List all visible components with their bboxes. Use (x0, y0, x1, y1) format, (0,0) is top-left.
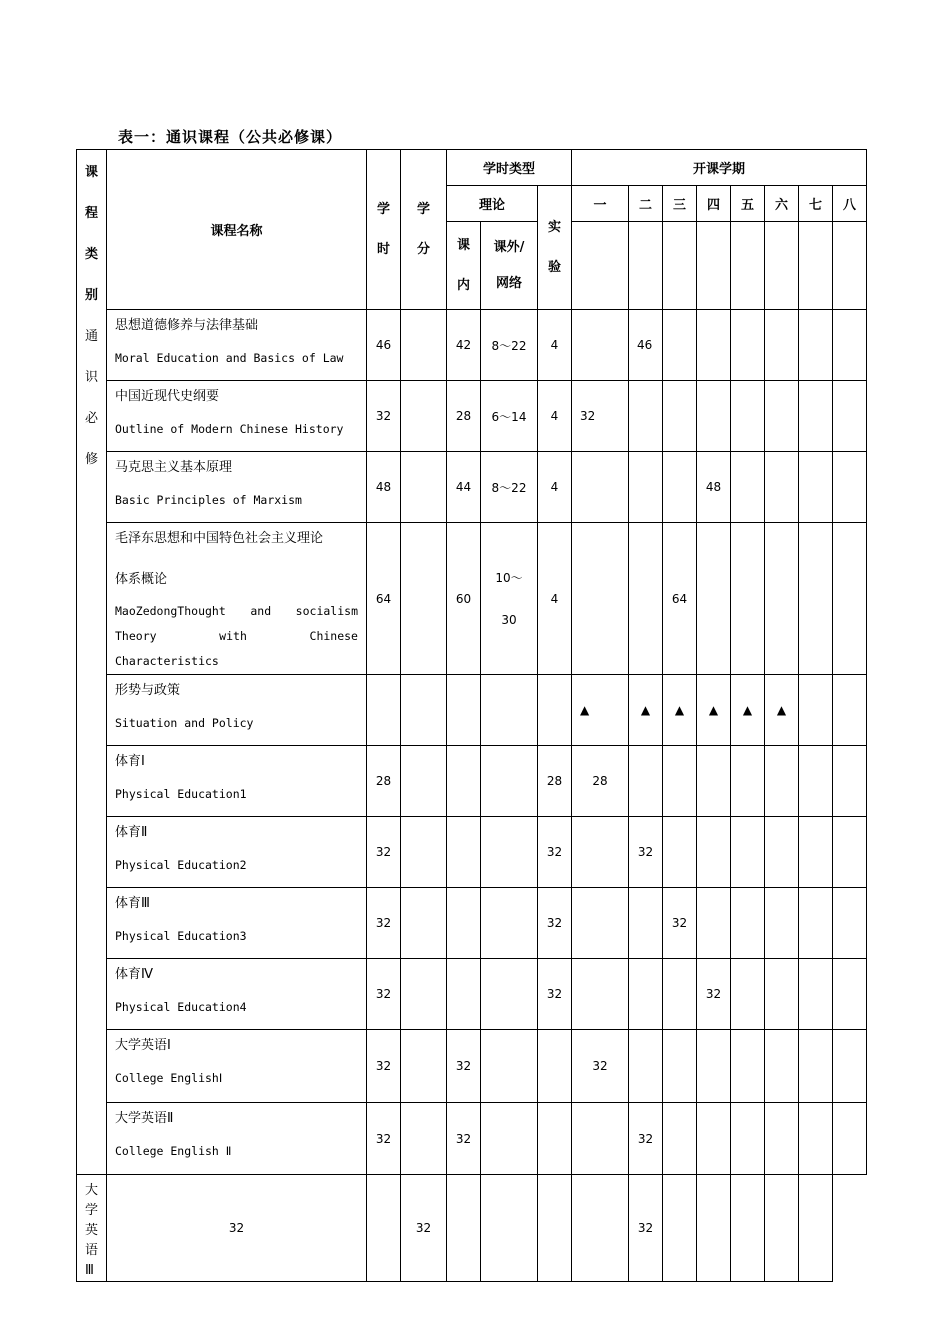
in-class-cell (447, 746, 481, 817)
course-name: 体育Ⅱ Physical Education2 (107, 817, 367, 888)
semester-cell (629, 888, 663, 959)
semester-cell (799, 452, 833, 523)
credits-cell (401, 746, 447, 817)
semester-cell (799, 888, 833, 959)
semester-cell (765, 1175, 799, 1282)
experiment-cell: 32 (538, 959, 572, 1030)
triangle-icon: ▲ (697, 675, 731, 746)
semester-3: 三 (663, 186, 697, 222)
course-name: 大学英语Ⅰ College EnglishⅠ (107, 1030, 367, 1103)
semester-cell: 46 (629, 310, 663, 381)
table-title: 表一：通识课程（公共必修课） (118, 128, 343, 146)
hours-cell: 28 (367, 746, 401, 817)
course-name: 形势与政策 Situation and Policy (107, 675, 367, 746)
out-class-cell (481, 959, 538, 1030)
semester-cell (765, 1030, 799, 1103)
category-value: 通 识 必 修 (84, 329, 98, 467)
table-row (77, 452, 867, 523)
credits-cell (401, 888, 447, 959)
table-row (77, 1103, 867, 1175)
table-row (77, 1030, 867, 1103)
credits-cell (401, 817, 447, 888)
semester-cell (799, 959, 833, 1030)
credits-cell (401, 381, 447, 452)
out-class-cell (447, 1175, 481, 1282)
semester-cell: 28 (572, 746, 629, 817)
out-class-cell: 8～22 (481, 310, 538, 381)
table-row (77, 1175, 867, 1282)
semester-cell (629, 452, 663, 523)
category-header: 课 程 类 别 (84, 165, 98, 303)
semester-cell: 32 (629, 1103, 663, 1175)
semester-5: 五 (731, 186, 765, 222)
semester-cell (799, 523, 833, 675)
semester-cell (629, 1030, 663, 1103)
semester-cell (572, 310, 629, 381)
semester-cell (697, 1103, 731, 1175)
semester-cell (731, 1030, 765, 1103)
triangle-icon: ▲ (629, 675, 663, 746)
semester-cell (663, 452, 697, 523)
semester-cell (833, 381, 867, 452)
experiment-header: 实 验 (538, 186, 572, 310)
hours-cell (367, 675, 401, 746)
out-class-cell: 10～ 30 (481, 523, 538, 675)
semester-cell (833, 1030, 867, 1103)
semester-cell (833, 888, 867, 959)
in-class-header: 课 内 (447, 222, 481, 310)
semester-cell (731, 817, 765, 888)
out-class-cell: 6～14 (481, 381, 538, 452)
course-name: 大学英语Ⅲ (77, 1175, 107, 1282)
semester-cell (629, 746, 663, 817)
semester-cell (731, 452, 765, 523)
triangle-icon: ▲ (663, 675, 697, 746)
semester-cell (799, 310, 833, 381)
out-class-cell: 8～22 (481, 452, 538, 523)
course-name: 毛泽东思想和中国特色社会主义理论 体系概论 MaoZedongThought and socialism Theory with Chinese Characteristics (107, 523, 367, 675)
triangle-icon: ▲ (572, 675, 629, 746)
table-row (77, 310, 867, 381)
category-column (77, 150, 107, 1175)
semester-cell (765, 523, 799, 675)
table-row (77, 817, 867, 888)
semester-cell: 64 (663, 523, 697, 675)
table-row (77, 381, 867, 452)
semester-cell (799, 817, 833, 888)
semester-cell (833, 959, 867, 1030)
semester-cell (629, 959, 663, 1030)
hours-cell: 64 (367, 523, 401, 675)
semester-cell (538, 1175, 572, 1282)
semester-cell (765, 746, 799, 817)
course-name-header: 课程名称 (107, 150, 367, 310)
course-name: 体育Ⅲ Physical Education3 (107, 888, 367, 959)
semester-cell (697, 1175, 731, 1282)
semester-cell: 32 (572, 381, 629, 452)
hours-cell: 32 (367, 888, 401, 959)
semester-cell: 32 (629, 817, 663, 888)
semester-cell (697, 523, 731, 675)
course-table (76, 149, 867, 1282)
out-class-cell (481, 675, 538, 746)
course-name: 体育Ⅰ Physical Education1 (107, 746, 367, 817)
semester-cell (663, 310, 697, 381)
semester-cell: 48 (697, 452, 731, 523)
semester-cell (697, 1030, 731, 1103)
semester-cell (799, 381, 833, 452)
hours-cell: 32 (367, 817, 401, 888)
semester-cell (765, 888, 799, 959)
in-class-cell: 44 (447, 452, 481, 523)
semester-cell (629, 381, 663, 452)
experiment-cell (538, 1103, 572, 1175)
semester-cell (731, 746, 765, 817)
in-class-cell: 32 (447, 1030, 481, 1103)
semester-cell (765, 452, 799, 523)
experiment-cell: 4 (538, 452, 572, 523)
semester-cell (572, 959, 629, 1030)
experiment-cell: 4 (538, 381, 572, 452)
semester-cell (731, 310, 765, 381)
credits-cell (401, 452, 447, 523)
out-class-cell (481, 1030, 538, 1103)
semester-cell (731, 381, 765, 452)
semester-cell (697, 310, 731, 381)
semester-cell (731, 888, 765, 959)
credits-cell (401, 1103, 447, 1175)
out-class-cell (481, 746, 538, 817)
semester-cell (572, 1175, 629, 1282)
hours-cell: 32 (367, 1103, 401, 1175)
semester-cell (833, 746, 867, 817)
semester-cell (731, 1175, 765, 1282)
hours-cell: 32 (107, 1175, 367, 1282)
credits-cell (401, 1030, 447, 1103)
semester-cell (697, 817, 731, 888)
table-row (77, 675, 867, 746)
out-class-cell (481, 888, 538, 959)
semester-cell (697, 746, 731, 817)
table-row (77, 959, 867, 1030)
semester-cell (799, 1103, 833, 1175)
experiment-cell: 4 (538, 523, 572, 675)
hours-cell: 32 (367, 959, 401, 1030)
semester-7: 七 (799, 186, 833, 222)
course-name: 体育Ⅳ Physical Education4 (107, 959, 367, 1030)
semester-cell (663, 817, 697, 888)
course-name: 思想道德修养与法律基础 Moral Education and Basics of Law (107, 310, 367, 381)
course-name: 中国近现代史纲要 Outline of Modern Chinese History (107, 381, 367, 452)
experiment-cell: 28 (538, 746, 572, 817)
table-row (77, 523, 867, 675)
semester-cell (572, 817, 629, 888)
semester-cell (663, 959, 697, 1030)
semester-cell (765, 959, 799, 1030)
experiment-cell (538, 675, 572, 746)
hours-cell: 46 (367, 310, 401, 381)
semester-cell: 32 (572, 1030, 629, 1103)
theory-header: 理论 (447, 186, 538, 222)
semester-cell: 32 (629, 1175, 663, 1282)
semester-cell (663, 746, 697, 817)
hour-type-header: 学时类型 (447, 150, 572, 186)
semester-8: 八 (833, 186, 867, 222)
semester-cell (572, 523, 629, 675)
in-class-cell (447, 959, 481, 1030)
experiment-cell (538, 1030, 572, 1103)
credits-cell (401, 523, 447, 675)
semester-cell (731, 1103, 765, 1175)
in-class-cell: 60 (447, 523, 481, 675)
semester-cell (697, 888, 731, 959)
semester-cell (663, 1030, 697, 1103)
in-class-cell: 32 (447, 1103, 481, 1175)
semester-cell (663, 1175, 697, 1282)
semester-cell (799, 746, 833, 817)
experiment-cell: 32 (538, 817, 572, 888)
semester-header: 开课学期 (572, 150, 867, 186)
triangle-icon: ▲ (765, 675, 799, 746)
out-class-header: 课外/ 网络 (481, 222, 538, 310)
semester-cell (833, 523, 867, 675)
credits-cell (401, 959, 447, 1030)
semester-cell (572, 888, 629, 959)
hours-cell: 48 (367, 452, 401, 523)
semester-cell (765, 1103, 799, 1175)
semester-6: 六 (765, 186, 799, 222)
in-class-cell: 32 (401, 1175, 447, 1282)
credits-cell (367, 1175, 401, 1282)
course-name: 大学英语Ⅱ College English Ⅱ (107, 1103, 367, 1175)
credits-cell (401, 675, 447, 746)
semester-cell (799, 1175, 833, 1282)
semester-cell (629, 523, 663, 675)
out-class-cell (481, 817, 538, 888)
in-class-cell (447, 888, 481, 959)
semester-cell: 32 (697, 959, 731, 1030)
hours-header: 学 时 (367, 150, 401, 310)
semester-cell (765, 381, 799, 452)
out-class-cell (481, 1103, 538, 1175)
semester-cell (765, 310, 799, 381)
semester-cell (833, 1103, 867, 1175)
semester-cell (833, 310, 867, 381)
semester-cell (833, 817, 867, 888)
semester-cell (731, 523, 765, 675)
semester-cell (663, 1103, 697, 1175)
semester-cell (799, 1030, 833, 1103)
semester-4: 四 (697, 186, 731, 222)
semester-cell (697, 381, 731, 452)
experiment-cell: 4 (538, 310, 572, 381)
hours-cell: 32 (367, 381, 401, 452)
experiment-cell (481, 1175, 538, 1282)
in-class-cell (447, 817, 481, 888)
hours-cell: 32 (367, 1030, 401, 1103)
semester-cell (731, 959, 765, 1030)
semester-cell: 32 (663, 888, 697, 959)
triangle-icon: ▲ (731, 675, 765, 746)
in-class-cell: 28 (447, 381, 481, 452)
semester-2: 二 (629, 186, 663, 222)
table-row (77, 746, 867, 817)
semester-1: 一 (572, 186, 629, 222)
course-name: 马克思主义基本原理 Basic Principles of Marxism (107, 452, 367, 523)
semester-cell (663, 381, 697, 452)
semester-cell (799, 675, 833, 746)
in-class-cell: 42 (447, 310, 481, 381)
credits-cell (401, 310, 447, 381)
semester-cell (765, 817, 799, 888)
semester-cell (833, 452, 867, 523)
experiment-cell: 32 (538, 888, 572, 959)
semester-cell (572, 452, 629, 523)
semester-cell (833, 675, 867, 746)
credits-header: 学 分 (401, 150, 447, 310)
in-class-cell (447, 675, 481, 746)
semester-cell (572, 1103, 629, 1175)
table-row (77, 888, 867, 959)
